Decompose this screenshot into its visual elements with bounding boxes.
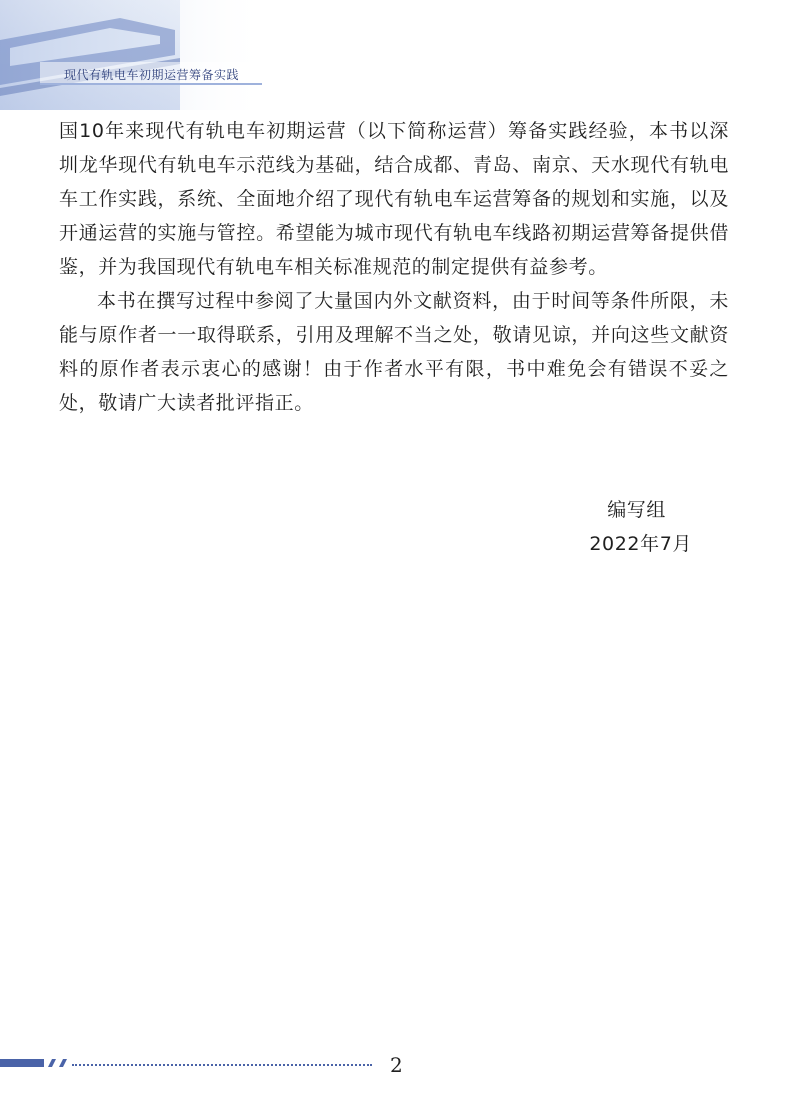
footer-decoration bbox=[0, 1058, 70, 1068]
paragraph: 本书在撰写过程中参阅了大量国内外文献资料，由于时间等条件所限，未能与原作者一一取得联系，引用及理解不当之处，敬请见谅，并向这些文献资料的原作者表示衷心的感谢！由于作者水平有限，书中难免会有错误不妥之处，敬请广大读者批评指正。 bbox=[59, 290, 729, 414]
running-title: 现代有轨电车初期运营筹备实践 bbox=[64, 68, 240, 82]
body-text bbox=[59, 114, 729, 420]
signature-block bbox=[589, 493, 692, 561]
tram-header-image bbox=[0, 0, 270, 110]
page-number: 2 bbox=[390, 1053, 403, 1077]
signature-date: 2022年7月 bbox=[589, 533, 692, 555]
paragraph: 国10年来现代有轨电车初期运营（以下简称运营）筹备实践经验，本书以深圳龙华现代有轨电车示范线为基础，结合成都、青岛、南京、天水现代有轨电车工作实践，系统、全面地介绍了现代有轨电车运营筹备的规划和实施，以及开通运营的实施与管控。希望能为城市现代有轨电车线路初期运营筹备提供借鉴，并为我国现代有轨电车相关标准规范的制定提供有益参考。 bbox=[59, 120, 729, 278]
footer-rule bbox=[72, 1064, 372, 1066]
signature-author: 编写组 bbox=[607, 499, 666, 521]
